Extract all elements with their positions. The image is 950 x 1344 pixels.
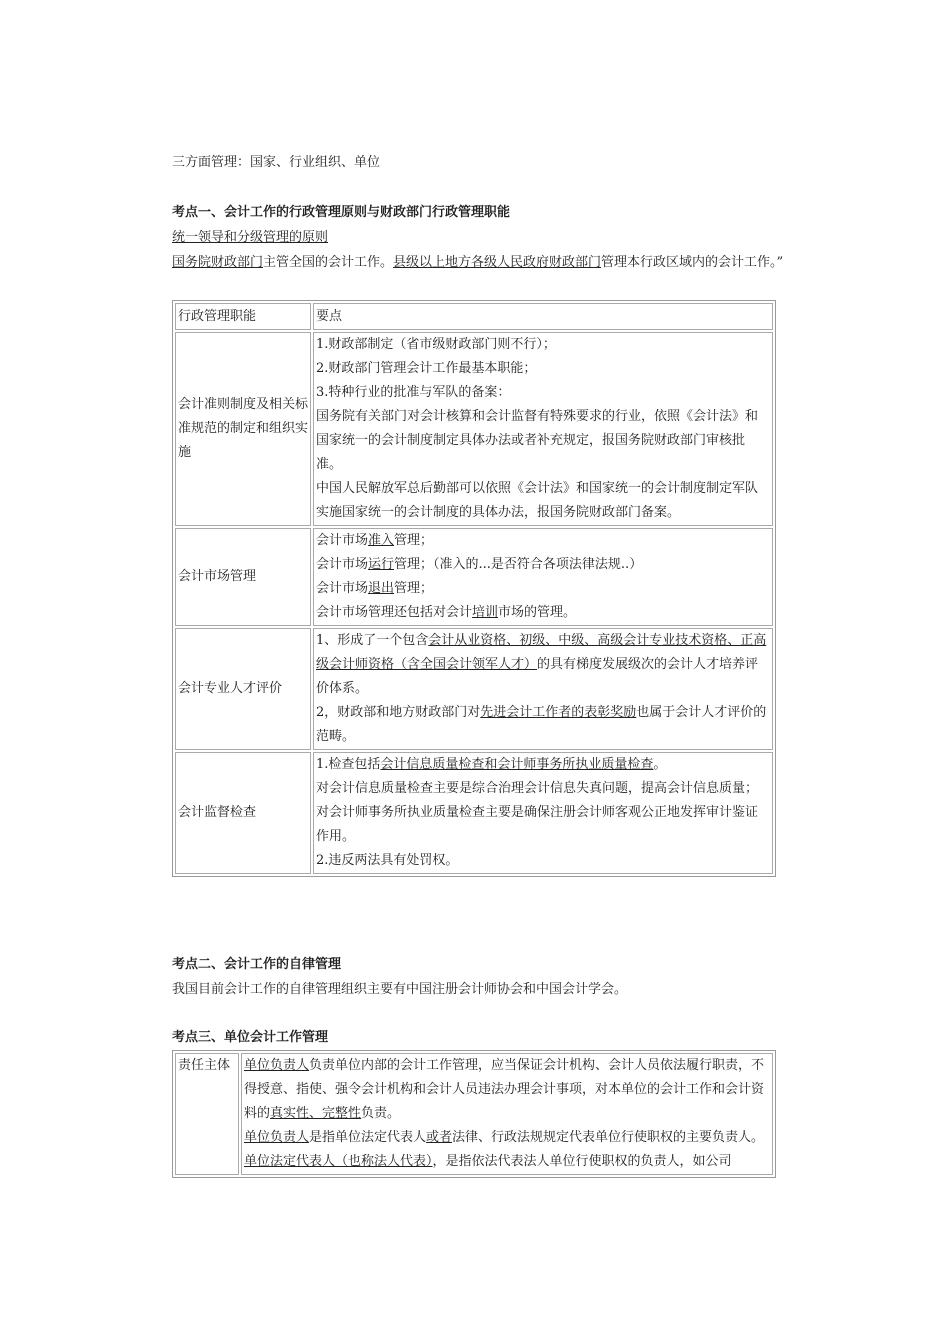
row-label: 会计准则制度及相关标准规范的制定和组织实施 — [175, 332, 311, 526]
row-line: 会计市场准入管理； — [316, 533, 434, 548]
para-text-1: 主管全国的会计工作。 — [263, 255, 394, 270]
table-row — [175, 528, 773, 626]
table-row — [175, 752, 773, 874]
header-points: 要点 — [313, 303, 773, 330]
row-line: 单位法定代表人（也称法人代表），是指依法代表法人单位行使职权的负责人，如公司 — [244, 1154, 732, 1169]
row-line: 3.特种行业的批准与军队的备案： — [316, 385, 511, 400]
row-label: 会计专业人才评价 — [175, 628, 311, 750]
row-line: 会计市场退出管理； — [316, 581, 434, 596]
section2-heading: 考点二、会计工作的自律管理 — [172, 957, 342, 972]
intro-text: 三方面管理：国家、行业组织、单位 — [172, 155, 381, 170]
row-content — [313, 332, 773, 526]
row-content — [241, 1053, 773, 1175]
table-row — [175, 332, 773, 526]
row-line: 单位负责人负责单位内部的会计工作管理，应当保证会计机构、会计人员依法履行职责，不得授意、指使、强令会计机构和会计人员违法办理会计事项，对本单位的会计工作和会计资料的真实性、完整性负责。 — [244, 1058, 765, 1121]
row-content — [313, 752, 773, 874]
row-line: 1、形成了一个包含会计从业资格、初级、中级、高级会计专业技术资格、正高级会计师资格（含全国会计领军人才）的具有梯度发展级次的会计人才培养评价体系。 — [316, 633, 767, 696]
table-row — [175, 628, 773, 750]
row-line: 1.检查包括会计信息质量检查和会计师事务所执业质量检查。 — [316, 757, 667, 772]
admin-functions-table — [172, 300, 776, 877]
principle-title: 统一领导和分级管理的原则 — [172, 230, 329, 245]
row-label: 责任主体 — [175, 1053, 239, 1175]
row-line: 国务院有关部门对会计核算和会计监督有特殊要求的行业，依照《会计法》和国家统一的会计制度制定具体办法或者补充规定，报国务院财政部门审核批准。 — [316, 409, 759, 472]
row-line: 1.财政部制定（省市级财政部门则不行）； — [316, 337, 556, 352]
table-row — [175, 1053, 773, 1175]
para-text-2: 管理本行政区域内的会计工作。” — [601, 255, 784, 270]
state-council-finance: 国务院财政部门 — [172, 255, 264, 270]
row-label: 会计市场管理 — [175, 528, 311, 626]
row-line: 单位负责人是指单位法定代表人或者法律、行政法规规定代表单位行使职权的主要负责人。 — [244, 1130, 765, 1145]
row-label: 会计监督检查 — [175, 752, 311, 874]
row-line: 2，财政部和地方财政部门对先进会计工作者的表彰奖励也属于会计人才评价的范畴。 — [316, 705, 767, 744]
section2-text: 我国目前会计工作的自律管理组织主要有中国注册会计师协会和中国会计学会。 — [172, 982, 628, 997]
section1-paragraph — [144, 250, 808, 275]
row-content — [313, 628, 773, 750]
local-finance-dept: 县级以上地方各级人民政府财政部门 — [393, 255, 602, 270]
row-line: 对会计师事务所执业质量检查主要是确保注册会计师客观公正地发挥审计鉴证作用。 — [316, 805, 759, 844]
row-line: 2.财政部门管理会计工作最基本职能； — [316, 361, 537, 376]
table-header-row — [175, 303, 773, 330]
unit-management-table — [172, 1050, 776, 1178]
row-line: 对会计信息质量检查主要是综合治理会计信息失真问题，提高会计信息质量； — [316, 781, 759, 796]
header-function: 行政管理职能 — [175, 303, 311, 330]
row-line: 中国人民解放军总后勤部可以依照《会计法》和国家统一的会计制度制定军队实施国家统一的会计制度的具体办法，报国务院财政部门备案。 — [316, 481, 759, 520]
row-line: 会计市场管理还包括对会计培训市场的管理。 — [316, 605, 577, 620]
row-content — [313, 528, 773, 626]
section3-heading: 考点三、单位会计工作管理 — [172, 1030, 329, 1045]
row-line: 2.违反两法具有处罚权。 — [316, 853, 459, 868]
row-line: 会计市场运行管理；（准入的...是否符合各项法律法规..） — [316, 557, 643, 572]
section1-heading: 考点一、会计工作的行政管理原则与财政部门行政管理职能 — [172, 205, 511, 220]
